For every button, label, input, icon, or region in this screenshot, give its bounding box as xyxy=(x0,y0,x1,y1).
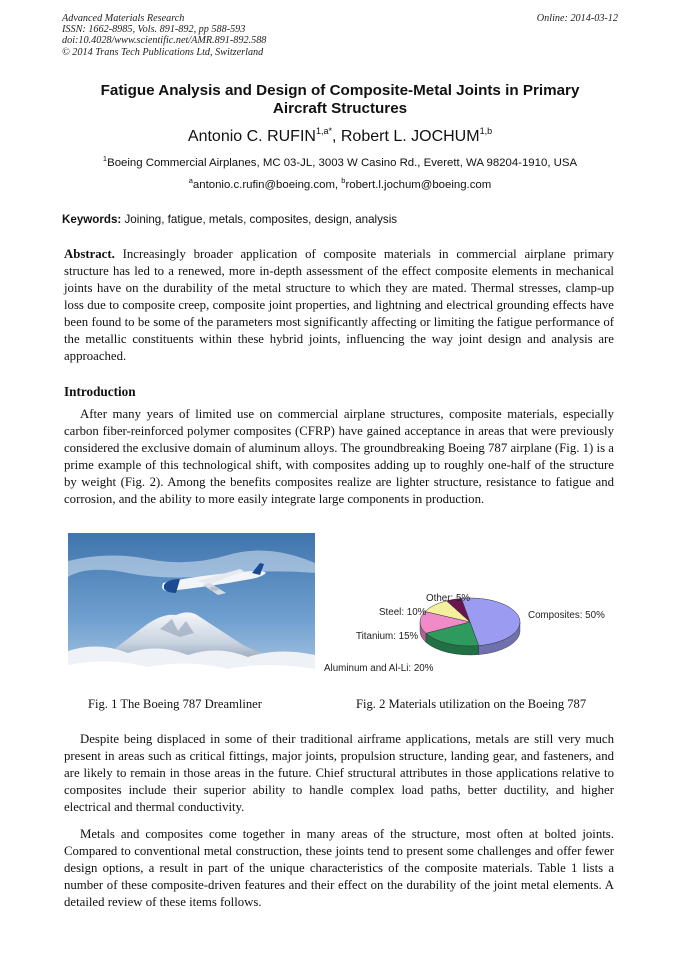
email-a: antonio.c.rufin@boeing.com, xyxy=(192,179,342,191)
title-line-1: Fatigue Analysis and Design of Composite-Metal Joints in Primary xyxy=(100,82,580,99)
pie-label-other: Other: 5% xyxy=(426,593,471,604)
author-emails xyxy=(62,178,618,192)
section-heading-introduction: Introduction xyxy=(64,384,136,399)
body-paragraph-2: Despite being displaced in some of their traditional airframe applications, metals are still very much present in areas such as critical fittings, major joints, propulsion structure, landing gear, and fasteners, and are likely to remain in those areas in the future. Chief structural attributes in those applications relative to composites include their superior ability to handle complex load paths, better ductility, and higher electrical and thermal conductivity. xyxy=(64,732,614,814)
figure-2-caption: Fig. 2 Materials utilization on the Boeing 787 xyxy=(356,697,587,711)
journal-header xyxy=(62,13,618,58)
pie-label-composites: Composites: 50% xyxy=(528,610,605,621)
author-1-sup: 1,a* xyxy=(315,126,332,136)
affiliation-sup: 1 xyxy=(102,154,108,163)
pie-label-titanium: Titanium: 15% xyxy=(356,631,419,642)
email-b-sup: b xyxy=(341,176,346,185)
affiliation-text: Boeing Commercial Airplanes, MC 03-JL, 3003 W Casino Rd., Everett, WA 98204-1910, USA xyxy=(107,157,578,169)
keywords xyxy=(62,213,618,227)
journal-name: Advanced Materials Research xyxy=(62,13,185,24)
doi-line: doi:10.4028/www.scientific.net/AMR.891-892.588 xyxy=(62,35,267,47)
copyright-line: © 2014 Trans Tech Publications Ltd, Switzerland xyxy=(62,46,264,58)
body-paragraph-3: Metals and composites come together in many areas of the structure, most often at bolted joints. Compared to conventional metal construction, these joints tend to present some challenges and offer fewer design options, a result in part of the unique characteristics of the composite materials. Table 1 lists a number of these composite-driven features and their effect on the durability of the joint metal elements. A detailed review of these items follows. xyxy=(64,827,614,909)
figure-1-photo xyxy=(68,533,315,688)
figure-1-caption: Fig. 1 The Boeing 787 Dreamliner xyxy=(88,697,262,711)
title-line-2: Aircraft Structures xyxy=(272,100,408,117)
keywords-text: Joining, fatigue, metals, composites, design, analysis xyxy=(121,213,398,226)
dreamliner-photo-illustration xyxy=(68,533,315,688)
abstract-text: Increasingly broader application of composite materials in commercial airplane primary structure has led to a renewed, more in-depth assessment of the effect composite elements in mechanical joints have on the durability of the metal structure to which they are mated. Thermal stresses, clamp-up loss due to composite creep, composite joint properties, and lightning and electrical grounding effects have been found to be some of the parameters most significantly affecting or limiting the fatigue performance of the metallic constituents within these hybrid joints, influencing the way joint design and analysis are approached. xyxy=(64,247,614,363)
author-2: Robert L. JOCHUM xyxy=(340,128,480,145)
online-date: Online: 2014-03-12 xyxy=(536,13,618,24)
abstract xyxy=(64,246,614,365)
pie-label-aluminum: Aluminum and Al-Li: 20% xyxy=(324,663,434,674)
email-a-sup: a xyxy=(188,176,193,185)
keywords-label: Keywords: xyxy=(62,213,122,226)
abstract-label: Abstract. xyxy=(64,247,115,261)
figure-2-pie-chart xyxy=(322,588,618,678)
pie-layer xyxy=(420,598,520,655)
author-2-sup: 1,b xyxy=(479,126,493,136)
affiliation xyxy=(62,156,618,170)
paper-title xyxy=(62,82,618,118)
author-list xyxy=(62,127,618,147)
intro-paragraph: After many years of limited use on commercial airplane structures, composite materials, especially carbon fiber-reinforced polymer composites (CFRP) have gained acceptance in areas that were previously considered the exclusive domain of aluminum alloys. The groundbreaking Boeing 787 airplane (Fig. 1) is a prime example of this technological shift, with composites adding up to roughly one-half of the structure by weight (Fig. 2). Among the benefits composites realize are lighter structure, resistance to fatigue and corrosion, and the ability to more easily integrate large components in production. xyxy=(64,407,614,506)
issn-line: ISSN: 1662-8985, Vols. 891-892, pp 588-593 xyxy=(62,24,246,36)
email-b: robert.l.jochum@boeing.com xyxy=(345,179,492,191)
pie-label-steel: Steel: 10% xyxy=(379,607,427,618)
author-separator: , xyxy=(331,128,341,145)
author-1: Antonio C. RUFIN xyxy=(187,128,316,145)
